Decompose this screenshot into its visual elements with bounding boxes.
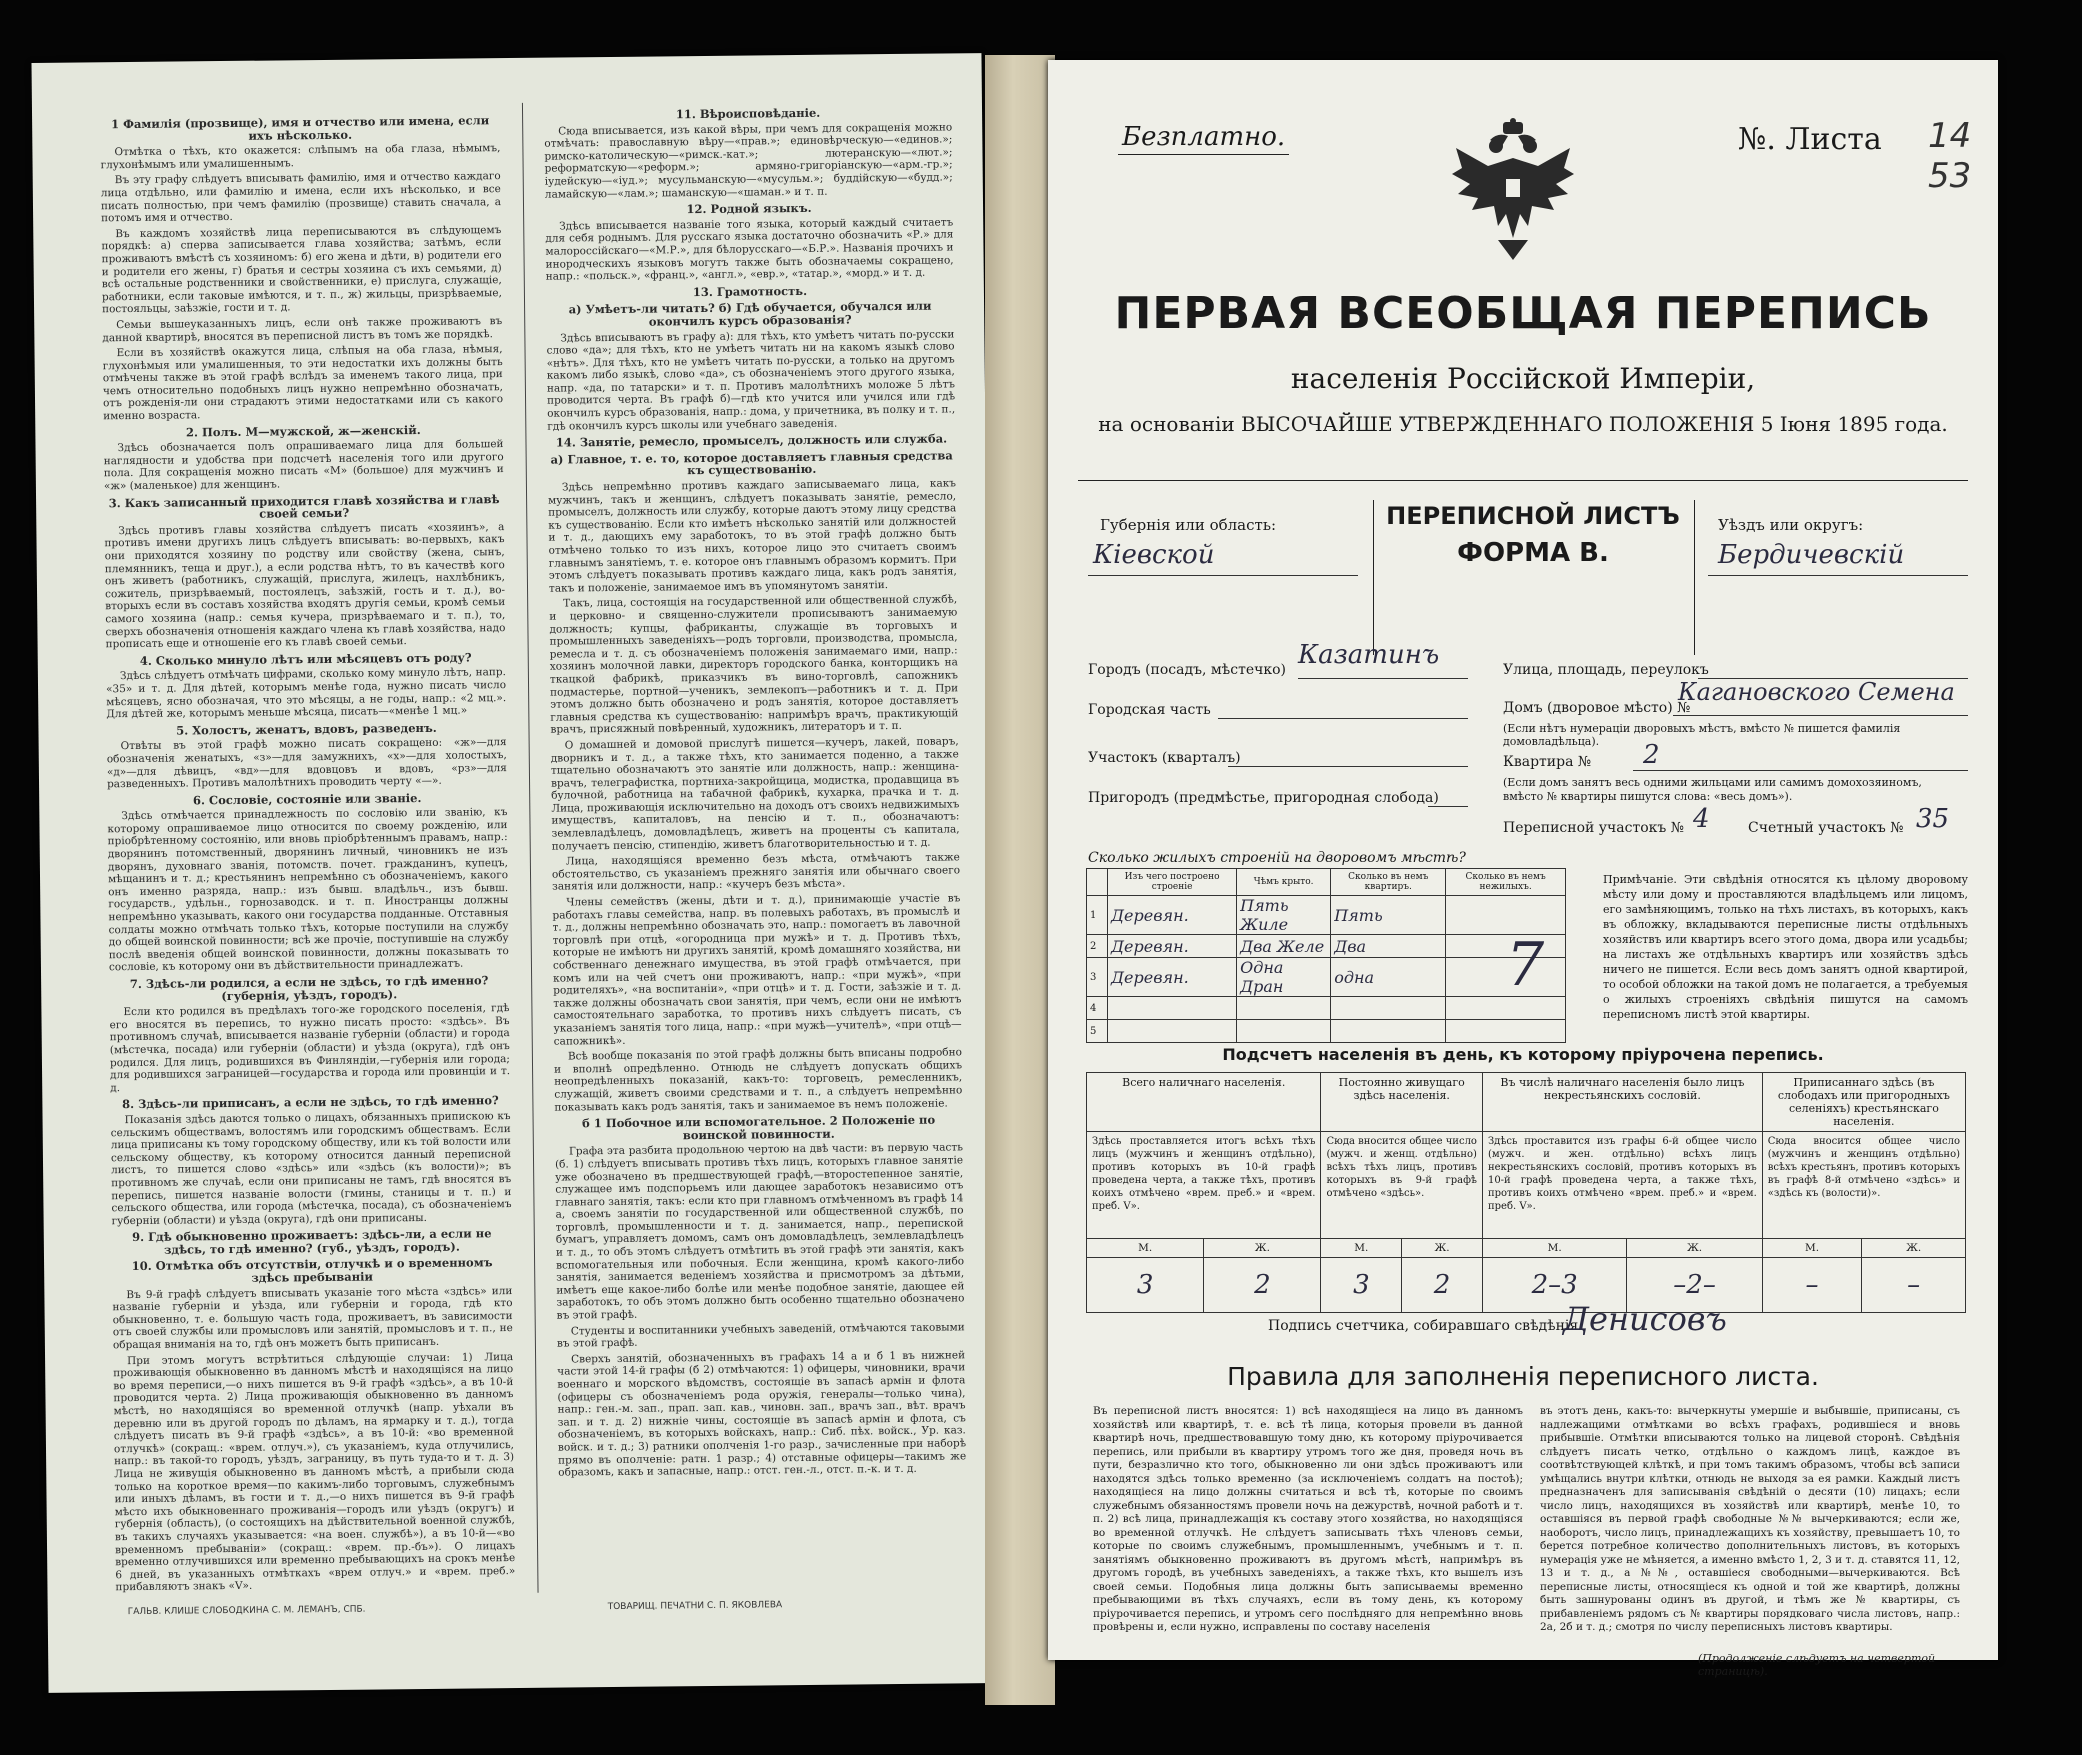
female-count: – bbox=[1862, 1258, 1966, 1313]
building-roof: Пять Жиле bbox=[1237, 896, 1331, 935]
house-value: Кагановского Семена bbox=[1678, 678, 1955, 706]
instruction-paragraph: Графа эта разбита продольною чертою на двѣ части: въ первую часть (б. 1) слѣдуетъ вписывать противъ тѣхъ лицъ, которыхъ главное занятіе уже обозначено въ предшествующей графѣ,—второстепенное занятіе, служащее имъ подспорьемъ или дающее заработокъ независимо отъ главнаго занятія, такъ: если кто при главномъ отмѣченномъ въ графѣ 14 а, своемъ занятіи по государственной или общественной службѣ, по торговлѣ, промышленности и т. д. занимается, напр., перепиской бумагъ, управляетъ домомъ, самъ онъ домовладѣлецъ, землевладѣлецъ и т. д., то объ этомъ слѣдуетъ отмѣтить въ этой графѣ эти занятія, какъ вспомогательныя или побочныя. Если женщина, кромѣ какого-либо занятія, занимается веденіемъ хозяйства и присмотромъ за дѣтьми, имѣетъ еще какое-либо болѣе или менѣе подобное занятіе, дающее ей заработокъ, то объ этомъ должно быть особенно тщательно обозначено въ этой графѣ. bbox=[554, 1141, 965, 1322]
counting-district-label: Счетный участокъ № bbox=[1748, 820, 1904, 836]
count-column-title: Постоянно живущаго здѣсь населенія. bbox=[1321, 1073, 1482, 1132]
count-column-title: Всего наличнаго населенія. bbox=[1087, 1073, 1321, 1132]
female-count: 2 bbox=[1402, 1258, 1483, 1313]
sheet-number-handwritten: 14 53 bbox=[1928, 116, 1972, 196]
instruction-heading: 7. Здѣсь-ли родился, а если не здѣсь, то гдѣ именно? (губернія, уѣздъ, городъ). bbox=[129, 973, 489, 1003]
building-apartments bbox=[1331, 1020, 1446, 1043]
building-material bbox=[1108, 997, 1237, 1020]
female-header: Ж. bbox=[1627, 1239, 1762, 1258]
left-page bbox=[31, 53, 998, 1693]
count-column-description: Здѣсь проставится изъ графы 6-й общее число (мужч. и жен. отдѣльно) всѣхъ лицъ некрестьянскихъ сословій, противъ которыхъ въ 10-й графѣ проведена черта, а также тѣхъ, противъ коихъ отмѣчено «врем. преб.» и «врем. преб. V». bbox=[1482, 1132, 1762, 1239]
building-roof bbox=[1237, 1020, 1331, 1043]
instruction-paragraph: Такъ, лица, состоящія на государственной или общественной службѣ, и церковно- и священно-служители прописываютъ занимаемую должность; купцы, фабриканты, служащіе въ торговыхъ и промышленныхъ заведеніяхъ—родъ торговли, производства, промысла, ремесла и т. д. съ обозначеніемъ положенія занимаемаго ими, напр.: хозяинъ молочной лавки, директоръ городского банка, конторщикъ на ткацкой фабрикѣ, приказчикъ въ вино-торговлѣ, сапожникъ подмастерье, портной—ученикъ, землекопъ—работникъ и т. д. При этомъ должно быть обозначено и родъ занятія, которое доставляетъ главныя средства къ существованію: напримѣръ врачъ, практикующій врачъ, присяжный повѣренный, художникъ, литераторъ и т. п. bbox=[549, 593, 959, 736]
town-value: Казатинъ bbox=[1298, 640, 1440, 670]
form-heading: ПЕРЕПИСНОЙ ЛИСТЪ bbox=[1386, 502, 1680, 530]
printer-footer-left: ГАЛЬВ. КЛИШЕ СЛОБОДКИНА С. М. ЛЕМАНЪ, СПБ. bbox=[127, 1604, 366, 1618]
instruction-paragraph: О домашней и домовой прислугѣ пишется—кучеръ, лакей, поваръ, дворникъ и т. д., а также тѣхъ, кто занимается поденно, а также тщательно обозначаютъ это занятіе или должность, напр.: женщина-врачъ, телеграфистка, портниха-закройщица, модистка, продавщица въ булочной, работница на табачной фабрикѣ, кухарка, прачка и т. д. Лица, проживающія исключительно на доходъ отъ своихъ недвижимыхъ имуществъ, капиталовъ, на пенсію и т. п., обозначаютъ: землевладѣлецъ, домовладѣлецъ, живетъ на проценты съ капитала, получаетъ пенсію, стипендію, живетъ благотворительностью и т. д. bbox=[550, 735, 960, 853]
instructions-column-2 bbox=[544, 101, 966, 1482]
buildings-header-apartments: Сколько въ немъ квартиръ. bbox=[1331, 869, 1446, 896]
female-count: –2– bbox=[1627, 1258, 1762, 1313]
female-header: Ж. bbox=[1204, 1239, 1321, 1258]
female-count: 2 bbox=[1204, 1258, 1321, 1313]
female-header: Ж. bbox=[1862, 1239, 1966, 1258]
instruction-heading: 4. Сколько минуло лѣтъ или мѣсяцевъ отъ роду? bbox=[139, 650, 472, 668]
instruction-paragraph: Здѣсь вписывается названіе того языка, который каждый считаетъ для себя роднымъ. Для русскаго языка достаточно обозначить «Р.» для малороссійскаго—«М.Р.», для бѣлорусскаго—«Б.Р.». Названія прочихъ и инородческихъ языковъ могутъ также быть обозначаемы сокращено, напр.: «польск.», «франц.», «англ.», «евр.», «татар.», «морд.» и т. д. bbox=[545, 216, 954, 283]
instruction-paragraph: Отвѣты въ этой графѣ можно писать сокращено: «ж»—для обозначенія женатыхъ, «з»—для замужнихъ, «х»—для холостыхъ, «д»—для дѣвицъ, «вд»—для вдовцовъ и вдовъ, «рз»—для разведенныхъ. Противъ малолѣтнихъ проводить черту «—». bbox=[106, 736, 507, 791]
instruction-paragraph: Въ каждомъ хозяйствѣ лица переписываются въ слѣдующемъ порядкѣ: а) сперва записывается глава хозяйства; затѣмъ, если проживаютъ вмѣстѣ съ хозяиномъ: б) его жена и дѣти, в) родители его и родители его жены, г) братья и сестры хозяина съ ихъ семьями, д) всѣ остальные родственники и свойственники, е) прислуга, служащіе, работники, если таковые имѣются, и т. п., ж) жильцы, призрѣваемые, постояльцы, заѣзжіе, гости и т. д. bbox=[101, 223, 502, 316]
male-header: М. bbox=[1762, 1239, 1862, 1258]
building-number: 1 bbox=[1087, 896, 1108, 935]
signature-label: Подпись счетчика, собиравшаго свѣдѣнія bbox=[1268, 1318, 1579, 1334]
count-column-description: Здѣсь проставляется итогъ всѣхъ тѣхъ лицъ (мужчинъ и женщинъ отдѣльно), противъ которыхъ въ 10-й графѣ проведена черта, а также тѣхъ, противъ коихъ отмѣчено «врем. преб.» и «врем. преб. V». bbox=[1087, 1132, 1321, 1239]
instruction-paragraph: Здѣсь вписываютъ въ графу а): для тѣхъ, кто умѣетъ читать по-русски слово «да»; для тѣхъ, кто не умѣетъ читать ни на какомъ языкѣ слово «нѣтъ». Для тѣхъ, кто не умѣетъ читать по-русски, а только на другомъ какомъ либо языкѣ, слово «да», съ обозначеніемъ этого другого языка, напр. «да, по татарски» и т. п. Противъ малолѣтнихъ моложе 5 лѣтъ проводится черта. Въ графѣ б)—гдѣ кто учится или учился или гдѣ окончилъ курсъ образованія, напр.: дома, у причетника, въ полку и т. п., гдѣ окончилъ курсъ школы или учебнаго заведенія. bbox=[546, 327, 956, 433]
count-column-title: Приписаннаго здѣсь (въ слободахъ или пригородныхъ селеніяхъ) крестьянскаго населенія. bbox=[1762, 1073, 1965, 1132]
suburb-label: Пригородъ (предмѣстье, пригородная слобода) bbox=[1088, 790, 1439, 806]
census-subtitle: населенія Россійской Имперіи, bbox=[1290, 362, 1756, 395]
count-column-description: Сюда вносится общее число (мужч. и женщ. отдѣльно) всѣхъ тѣхъ лицъ, противъ которыхъ въ 9-й графѣ отмѣчено «здѣсь». bbox=[1321, 1132, 1482, 1239]
city-district-label: Городская часть bbox=[1088, 702, 1211, 718]
count-heading: Подсчетъ населенія въ день, къ которому пріурочена перепись. bbox=[1222, 1045, 1824, 1064]
buildings-header-roof: Чѣмъ крыто. bbox=[1237, 869, 1331, 896]
legal-basis: на основаніи ВЫСОЧАЙШЕ УТВЕРЖДЕННАГО ПОЛОЖЕНІЯ 5 Іюня 1895 года. bbox=[1098, 412, 1948, 436]
uezd-value: Бердичевскій bbox=[1718, 540, 1905, 570]
apartment-note: (Если домъ занятъ весь одними жильцами или самимъ домохозяиномъ, вмѣсто № квартиры пишутся слова: «весь домъ»). bbox=[1503, 776, 1922, 803]
instruction-paragraph: Показанія здѣсь даются только о лицахъ, обязанныхъ припискою къ сельскимъ обществамъ, волостямъ или городскимъ обществамъ. Если лица приписаны къ тому городскому обществу, или къ той волости или сельскому обществу, къ которому относится данный переписной листъ, то пишется слово «здѣсь» или «здѣсь (къ волости)»; въ противномъ же случаѣ, если они приписаны не тамъ, гдѣ вносятся въ перепись, пишется названіе волости (гмины, станицы и т. п.) и сельского общества, или города (мѣстечка, посада), съ обозначеніемъ губерніи (области) и уѣзда (округа), гдѣ они приписаны. bbox=[110, 1109, 512, 1227]
instruction-paragraph: Здѣсь обозначается полъ опрашиваемаго лица для большей наглядности и удобства при подсчетѣ населенія того или другого пола. Для сокращенія можно писать «М» (большое) для мужчинъ и «ж» (маленькое) для женщинъ. bbox=[103, 438, 504, 493]
instruction-paragraph: Если кто родился въ предѣлахъ того-же городского поселенія, гдѣ его вносятся въ перепись, то нужно писать просто: «здѣсь». Въ противномъ случаѣ, вписывается названіе губерніи (области) и города (мѣстечка, посада) или губерніи (области) и уѣзда (округа), гдѣ онъ родился. Для лицъ, родившихся въ Финляндіи,—губернія или города; для родившихся заграницей—государства и города или провинціи и т. д. bbox=[109, 1002, 511, 1095]
buildings-nonresidential-value: 7 bbox=[1506, 930, 1545, 1000]
building-row bbox=[1087, 1020, 1566, 1043]
instruction-paragraph: При этомъ могутъ встрѣтиться слѣдующіе случаи: 1) Лица проживающія обыкновенно въ данномъ мѣстѣ и находящіяся на лицо во время переписи,—о нихъ пишется въ 9-й графѣ «здѣсь», а въ 10-й проводится черта. 2) Лица проживающія обыкновенно въ данномъ мѣстѣ, но находящіяся во временной отлучкѣ (напр. уѣхали въ деревню или въ другой городъ по дѣламъ, на ярмарку и т. д.), тогда слѣдуетъ писать въ 9-й графѣ «здѣсь», а въ 10-й: «во временной отлучкѣ» (сокращ.: «врем. отлуч.»), съ указаніемъ, куда отлучились, напр.: въ такой-то городъ, уѣздъ, заграницу, въ путь туда-то и т. д. 3) Лица не живущія обыкновенно въ данномъ мѣстѣ, а прибыли сюда только на короткое время—по какимъ-либо торговымъ, служебнымъ или иныхъ дѣламъ, въ гости и т. д.,—о нихъ пишется въ 9-й графѣ мѣсто ихъ обыкновеннаго проживанія—городъ или уѣздъ (округъ) и губернія (область), (о состоящихъ на дѣйствительной военной службѣ, въ такихъ случаяхъ указывается: «на воен. службѣ»), а въ 10-й—«во временномъ пребываніи» (сокращ.: «врем. пр.-бъ»). О лицахъ временно отлучившихся или временно пребывающихъ на срокъ менѣе 6 дней, въ указанныхъ отмѣткахъ «врем отлуч.» и «врем. преб.» прибавляютъ знакъ «V». bbox=[113, 1350, 516, 1594]
instruction-heading: 3. Какъ записанный приходится главѣ хозяйства и главѣ своей семьи? bbox=[108, 491, 500, 521]
buildings-header-nonresidential: Сколько въ немъ нежилыхъ. bbox=[1446, 869, 1566, 896]
male-header: М. bbox=[1321, 1239, 1402, 1258]
rules-text-right: въ этотъ день, какъ-то: вычеркнуты умершіе и выбывшіе, приписаны, съ надлежащими отмѣтками во всѣхъ графахъ, родившіеся и вновь прибывшіе. Отмѣтки вписываются только на лицевой сторонѣ. Свѣдѣнія слѣдуетъ писать четко, отдѣльно о каждомъ лицѣ, каждое въ соотвѣтствующей клѣткѣ, и при томъ такимъ образомъ, чтобы всѣ записи умѣщались внутри клѣтки, отнюдь не выходя за ея рамки. Каждый листъ предназначенъ для записыванія свѣдѣній о десяти (10) лицахъ; если число лицъ, находящихся въ хозяйствѣ или квартирѣ, менѣе 10, то оставшіяся въ первой графѣ свободные №№ вычеркиваются; если же, наоборотъ, число лицъ, принадлежащихъ къ хозяйству, превышаетъ 10, то берется потребное количество дополнительныхъ листовъ, въ которыхъ нумерація уже не мѣняется, а именно вмѣсто 1, 2, 3 и т. д. ставятся 11, 12, 13 и т. д., а №№, оставшіеся свободными—вычеркиваются. Всѣ переписные листы, относящіеся къ одной и той же квартирѣ, должны быть зашнурованы одинъ въ другой, и тѣмъ же № квартиры, съ прибавленіемъ рядомъ съ № квартиры порядковаго числа листовъ, напр.: 2а, 2б и т. д.; смотря по числу переписныхъ листовъ квартиры. bbox=[1540, 1405, 1960, 1633]
instruction-paragraph: Въ эту графу слѣдуетъ вписывать фамилію, имя и отчество каждаго лица отдѣльно, или фамилію и имена, если ихъ нѣсколько, и все писать полностью, при чемъ фамилію (прозвище) ставить сначала, а потомъ имя и отчество. bbox=[100, 170, 502, 225]
imperial-eagle-icon bbox=[1448, 118, 1578, 268]
male-count: – bbox=[1762, 1258, 1862, 1313]
building-nonresidential bbox=[1446, 1020, 1566, 1043]
counting-district-value: 35 bbox=[1916, 804, 1950, 834]
instruction-paragraph: Сверхъ занятій, обозначенныхъ въ графахъ 14 а и б 1 въ нижней части этой 14-й графы (б 2) отмѣчаются: 1) офицеры, чиновники, врачи военнаго и морского вѣдомствъ, состоящіе въ запасѣ армін и флота (офицеры съ обозначеніемъ рода оружія, генералы—только чина), напр.: ген.-м. зап., прап. зап. кав., чиновн. зап., врачъ зап., вѣт. врачъ зап. и т. д. 2) нижніе чины, состоящіе въ запасѣ армін и флота, съ обозначеніемъ, въ которыхъ войскахъ, напр.: Сиб. пѣх. войск., Ур. каз. войск. и т. д.; 3) ратники ополченія 1-го разр., зачисленные при наборѣ прямо въ ополченіе: ратн. 1 разр.; 4) отставные офицеры—такимъ же образомъ, какъ и запасные, напр.: отст. ген.-л., отст. п.-к. и т. д. bbox=[557, 1349, 967, 1479]
building-material: Деревян. bbox=[1108, 935, 1237, 958]
female-header: Ж. bbox=[1402, 1239, 1483, 1258]
instruction-heading: 9. Гдѣ обыкновенно проживаетъ: здѣсь-ли, а если не здѣсь, то гдѣ именно? (губ., уѣздъ, городъ). bbox=[131, 1226, 492, 1257]
census-district-value: 4 bbox=[1693, 804, 1710, 834]
building-number: 4 bbox=[1087, 997, 1108, 1020]
building-material bbox=[1108, 1020, 1237, 1043]
free-label: Безплатно. bbox=[1118, 122, 1289, 155]
instruction-paragraph: Семьи вышеуказанныхъ лицъ, если онѣ также проживаютъ въ данной квартирѣ, вносятся въ переписной листъ въ томъ же порядкѣ. bbox=[102, 315, 503, 344]
building-apartments bbox=[1331, 997, 1446, 1020]
male-count: 3 bbox=[1087, 1258, 1204, 1313]
population-count-table bbox=[1086, 1072, 1966, 1313]
instruction-heading: а) Умѣетъ-ли читать? б) Гдѣ обучается, обучался или окончилъ курсъ образованія? bbox=[568, 298, 932, 329]
instruction-heading: 2. Полъ. М—мужской, ж—женскій. bbox=[185, 422, 421, 440]
building-row bbox=[1087, 896, 1566, 935]
instruction-paragraph: Здѣсь отмѣчается принадлежность по сословію или званію, къ которому опрашиваемое лицо относится по своему рожденію, или пріобрѣтенному состоянію, или вновь пріобрѣтеннымъ правамъ, напр.: дворянинъ потомственный, дворянинъ личный, чиновникъ не изъ дворянъ, духовнаго званія, потомств. почет. гражданинъ, купецъ, мѣщанинъ и т. д.; крестьянинъ непремѣнно съ обозначеніемъ, какого онъ именно разряда, напр.: изъ бывш. владѣльч., изъ бывш. государств., удѣльн., горнозаводск. и т. п. Иностранцы должны непремѣнно указывать, какого они государства подданные. Отставныя солдаты можно отмѣчать только тѣхъ, которые поступили на службу до общей воинской повинности; всѣ же прочіе, поступившіе на службу послѣ введенія общей воинской повинности, должны показывать то сословіе, къ которому они въ дѣйствительности принадлежатъ. bbox=[107, 806, 509, 974]
instruction-heading: б 1 Побочное или вспомогательное. 2 Положеніе по воинской повинности. bbox=[582, 1112, 936, 1142]
building-nonresidential bbox=[1446, 896, 1566, 935]
book-spine bbox=[985, 55, 1055, 1705]
instruction-paragraph: Студенты и воспитанники учебныхъ заведеній, отмѣчаются таковыми въ этой графѣ. bbox=[556, 1320, 965, 1350]
buildings-header-material: Изъ чего построено строеніе bbox=[1108, 869, 1237, 896]
count-column-description: Сюда вносится общее число (мужчинъ и женщинъ отдѣльно) всѣхъ крестьянъ, противъ которыхъ въ графѣ 8-й отмѣчено «здѣсь» и «здѣсь къ (волости)». bbox=[1762, 1132, 1965, 1239]
male-header: М. bbox=[1087, 1239, 1204, 1258]
building-number: 2 bbox=[1087, 935, 1108, 958]
building-apartments: одна bbox=[1331, 958, 1446, 997]
building-row bbox=[1087, 958, 1566, 997]
building-number: 5 bbox=[1087, 1020, 1108, 1043]
building-roof bbox=[1237, 997, 1331, 1020]
rules-text-left: Въ переписной листъ вносятся: 1) всѣ находящіеся на лицо въ данномъ хозяйствѣ или квартирѣ, т. е. всѣ тѣ лица, которыя провели въ данной квартирѣ ночь, предшествовавшую тому дню, къ которому пріурочивается перепись, или прибыли въ квартиру утромъ того же дня, проведя ночь въ пути, безразлично кто того, обыкновенно ли они здѣсь проживаютъ или находятся здѣсь только временно (за исключеніемъ солдатъ на постоѣ); находящіеся на лицо должны считаться и всѣ тѣ, которые по своимъ служебнымъ обязанностямъ провели ночь на дежурствѣ, ночной работѣ и т. п. 2) всѣ лица, принадлежащія къ составу этого хозяйства, но находящіяся во временной отлучкѣ. Не слѣдуетъ записывать тѣхъ членовъ семьи, которые по своимъ служебнымъ, промышленнымъ, учебнымъ и т. п. занятіямъ обыкновенно проживаютъ въ другомъ мѣстѣ, напримѣръ въ другомъ городѣ, въ учебныхъ заведеніяхъ, а также тѣхъ, кто вышелъ изъ своей семьи. Подобныя лица должны быть записываемы временно пребывающими въ тѣхъ случаяхъ, если въ тому день, къ которому пріурочивается перепись, и утромъ сего послѣдняго для непремѣнно вновь провѣрены и, если нужно, исправлены по составу населенія bbox=[1093, 1405, 1523, 1633]
building-material: Деревян. bbox=[1108, 958, 1237, 997]
building-number: 3 bbox=[1087, 958, 1108, 997]
gubernia-label: Губернія или область: bbox=[1100, 516, 1277, 534]
building-apartments: Два bbox=[1331, 935, 1446, 958]
instruction-paragraph: Члены семействъ (жены, дѣти и т. д.), принимающіе участіе въ работахъ главы семейства, напр. въ полевыхъ работахъ, въ промыслѣ и т. д., должны непремѣнно обозначать это, напр.: помогаетъ въ лавочной торговлѣ при отцѣ, «огородница при мужѣ» и т. д. Противъ тѣхъ, которые не имѣютъ ни другихъ занятій, кромѣ домашняго хозяйства, ни собственнаго денежнаго имущества, въ этой графѣ отмѣчается, при комъ или на чей счетъ они проживаютъ, напр.: «при мужѣ», «при родителяхъ», «на воспитаніи», «при отцѣ» и т. д. Гости, заѣзжіе и т. д. также должны обозначать свои занятія, при чемъ, если они не имѣютъ самостоятельнаго заработка, то противъ нихъ слѣдуетъ писать, съ указаніемъ занятія того лица, напр.: «при мужѣ—учителѣ», «при отцѣ—сапожникѣ». bbox=[552, 892, 962, 1048]
male-count: 3 bbox=[1321, 1258, 1402, 1313]
apartment-value: 2 bbox=[1643, 740, 1660, 770]
instruction-heading: 10. Отмѣтка объ отсутствіи, отлучкѣ и о временномъ здѣсь пребываніи bbox=[131, 1255, 493, 1285]
instruction-heading: а) Главное, т. е. то, которое доставляетъ главныя средства къ существованію. bbox=[550, 448, 953, 478]
instruction-paragraph: Если въ хозяйствѣ окажутся лица, слѣпыя на оба глаза, нѣмыя, глухонѣмыя или умалишенныя, то эти недостатки ихъ должны быть отмѣчены также въ этой графѣ вслѣдъ за именемъ такого лица, при чемъ относительно подобныхъ лицъ нужно непремѣнно обозначать, отъ рожденія-ли они страдаютъ этими недостатками или съ какого именно возраста. bbox=[102, 343, 504, 423]
rules-title: Правила для заполненія переписного листа. bbox=[1227, 1362, 1819, 1391]
building-row bbox=[1087, 935, 1566, 958]
count-column-title: Въ числѣ наличнаго населенія было лицъ некрестьянскихъ сословій. bbox=[1482, 1073, 1762, 1132]
sheet-number-label: №. Листа bbox=[1738, 122, 1882, 157]
instruction-paragraph: Здѣсь противъ главы хозяйства слѣдуетъ писать «хозяинъ», а противъ имени другихъ лицъ слѣдуетъ вписывать: во-первыхъ, какъ они приходятся хозяину по родству или свойству (жена, сынъ, племянникъ, теща и друг.), а если родства нѣтъ, то въ качествѣ кого онъ живетъ (работникъ, служащій, прислуга, жилецъ, нахлѣбникъ, сожитель, призрѣваемый, постоялецъ, заѣзжій, гость и т. д.), во-вторыхъ если въ составъ хозяйства входятъ другія семьи, кромѣ семьи самого хозяина (напр.: семья кучера, призрѣваемаго и т. п.), то, сверхъ обозначенія отношенія каждаго члена къ главѣ хозяйства, надо прописать еще и отношеніе его къ главѣ своей семьи. bbox=[104, 520, 506, 651]
instruction-heading: 12. Родной языкъ. bbox=[686, 201, 812, 217]
buildings-note: Примѣчаніе. Эти свѣдѣнія относятся къ цѣлому дворовому мѣсту или дому и проставляются владѣльцемъ или лицомъ, его замѣняющимъ, только на тѣхъ листахъ, въ которыхъ, какъ въ обложку, вкладываются переписные листы отдѣльныхъ хозяйствъ или квартиръ всего этого дома, двора или усадьбы; на листахъ же отдѣльныхъ квартиръ или хозяйствъ здѣсь ничего не пишется. Если весь домъ занятъ одной квартирой, то особой обложки на такой домъ не полагается, а требуемыя о жилыхъ строеніяхъ свѣдѣнія пишутся на самомъ переписномъ листѣ этой квартиры. bbox=[1603, 873, 1968, 1021]
instruction-heading: 1 Фамилія (прозвище), имя и отчество или имена, если ихъ нѣсколько. bbox=[110, 113, 490, 143]
instruction-heading: 5. Холостъ, женатъ, вдовъ, разведенъ. bbox=[176, 720, 437, 738]
building-row bbox=[1087, 997, 1566, 1020]
gubernia-value: Кіевской bbox=[1093, 540, 1215, 570]
uezd-label: Уѣздъ или округъ: bbox=[1718, 516, 1864, 534]
census-title: ПЕРВАЯ ВСЕОБЩАЯ ПЕРЕПИСЬ bbox=[1114, 288, 1932, 339]
street-label: Улица, площадь, переулокъ bbox=[1503, 662, 1709, 678]
instruction-heading: 11. Вѣроисповѣданіе. bbox=[675, 105, 821, 122]
building-roof: Одна Дран bbox=[1237, 958, 1331, 997]
house-label: Домъ (дворовое мѣсто) № bbox=[1503, 700, 1691, 716]
instruction-paragraph: Сюда вписывается, изъ какой вѣры, при чемъ для сокращенія можно отмѣчать: православную вѣру—«прав.»; единовѣрческую—«единов.»; римско-католическую—«римск.-кат.»; лютеранскую—«лют.»; реформатскую—«реформ.»; армяно-григоріанскую—«арм.-гр.»; іудейскую—«іуд.»; мусульманскую—«мусульм.»; буддійскую—«будд.»; ламайскую—«лам.»; шаманскую—«шаман.» и т. п. bbox=[544, 120, 953, 201]
instruction-heading: 13. Грамотность. bbox=[692, 283, 808, 299]
instruction-heading: 14. Занятіе, ремесло, промыселъ, должность или служба. bbox=[555, 431, 948, 450]
male-count: 2–3 bbox=[1482, 1258, 1626, 1313]
instruction-paragraph: Отмѣтка о тѣхъ, кто окажется: слѣпымъ на оба глаза, нѣмымъ, глухонѣмымъ или умалишеннымъ. bbox=[100, 142, 501, 172]
building-material: Деревян. bbox=[1108, 896, 1237, 935]
enumerator-signature: Денисовъ bbox=[1563, 1300, 1727, 1338]
census-form-page bbox=[1048, 60, 1998, 1678]
instructions-column-1 bbox=[100, 110, 516, 1597]
rules-continuation: (Продолженіе слѣдуетъ на четвертой страницѣ). bbox=[1698, 1652, 1936, 1678]
printer-footer-right: ТОВАРИЩ. ПЕЧАТНИ С. П. ЯКОВЛЕВА bbox=[607, 1600, 783, 1613]
census-district-label: Переписной участокъ № bbox=[1503, 820, 1684, 836]
house-note: (Если нѣтъ нумераціи дворовыхъ мѣстъ, вмѣсто № пишется фамилія домовладѣльца). bbox=[1503, 722, 1901, 748]
instruction-paragraph: Здѣсь слѣдуетъ отмѣчать цифрами, сколько кому минуло лѣтъ, напр. «35» и т. д. Для дѣтей, которымъ менѣе года, нужно писать число мѣсяцевъ, ясно обозначая, что это мѣсяцы, а не годы, напр.: «2 мц.». Для дѣтей же, которымъ меньше мѣсяца, писать—«менѣе 1 мц.» bbox=[105, 666, 507, 721]
buildings-question: Сколько жилыхъ строеній на дворовомъ мѣстѣ? bbox=[1088, 850, 1466, 866]
form-name: ФОРМА В. bbox=[1457, 538, 1609, 568]
buildings-table bbox=[1086, 868, 1566, 1043]
instruction-heading: 8. Здѣсь-ли приписанъ, а если не здѣсь, то гдѣ именно? bbox=[122, 1093, 499, 1112]
instruction-paragraph: Всѣ вообще показанія по этой графѣ должны быть вписаны подробно и вполнѣ опредѣленно. Отнюдь не слѣдуетъ допускать общихъ неопредѣленныхъ показаній, какъ-то: торговецъ, ремесленникъ, служащій, живетъ своими средствами и т. п., а слѣдуетъ непремѣнно показывать какъ родъ занятія, такъ и занимаемое въ немъ положеніе. bbox=[553, 1046, 963, 1114]
column-divider bbox=[522, 103, 539, 1593]
town-label: Городъ (посадъ, мѣстечко) bbox=[1088, 662, 1287, 678]
instruction-heading: 6. Сословіе, состояніе или званіе. bbox=[192, 790, 422, 808]
instruction-paragraph: Лица, находящіяся временно безъ мѣста, отмѣчаютъ также обстоятельство, съ указаніемъ прежняго занятія или обычнаго своего занятія или должности, напр.: «кучеръ безъ мѣста». bbox=[551, 851, 961, 894]
instruction-paragraph: Въ 9-й графѣ слѣдуетъ вписывать указаніе того мѣста «здѣсь» или названіе губерніи и уѣзда, или губерніи и города, гдѣ кто обыкновенно, т. е. большую часть года, проживаетъ, въ зависимости отъ своей службы или промысловъ или занятій, промысловъ и т. п., не обращая вниманія на то, гдѣ онъ можетъ быть приписанъ. bbox=[112, 1284, 513, 1352]
section-label: Участокъ (кварталъ) bbox=[1088, 750, 1241, 766]
instruction-paragraph: Здѣсь непремѣнно противъ каждаго записываемаго лица, какъ мужчинъ, такъ и женщинъ, слѣдуетъ показывать занятіе, ремесло, промыселъ, должность или службу, которые даютъ этому лицу средства къ существованію. Если кто имѣетъ нѣсколько занятій или должностей и т. д., дающихъ ему заработокъ, то въ этой графѣ должно быть отмѣчено только то изъ нихъ, которое лицо это считаетъ своимъ главнымъ занятіемъ, т. е. которое онъ главнымъ образомъ кормитъ. При этомъ слѣдуетъ показывать противъ каждаго лица, какъ родъ занятія, такъ и положеніе, занимаемое имъ въ упомянутомъ занятіи. bbox=[548, 477, 957, 595]
apartment-label: Квартира № bbox=[1503, 754, 1592, 770]
building-roof: Два Желе bbox=[1237, 935, 1331, 958]
male-header: М. bbox=[1482, 1239, 1626, 1258]
building-apartments: Пять bbox=[1331, 896, 1446, 935]
